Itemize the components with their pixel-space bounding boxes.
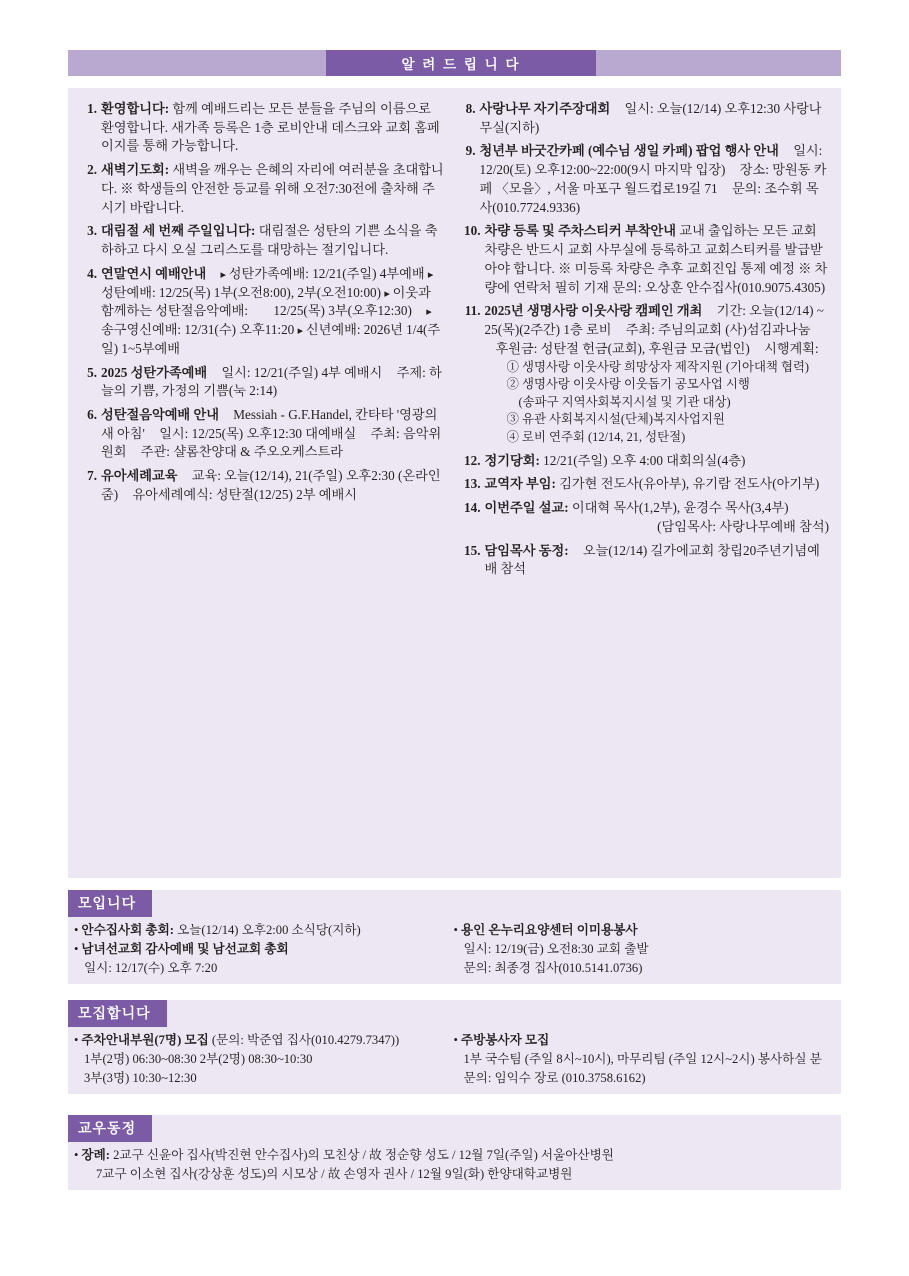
header-title: 알 려 드 립 니 다 — [326, 50, 596, 76]
notice-body — [101, 100, 445, 156]
notice-line: 문의: 조수휘 목사(010.7724.9336) — [479, 180, 819, 215]
notice-bullet-extra: 12/25(목) 3부(오후12:30) — [273, 303, 412, 319]
notice-bullet: ▸ 성탄가족예배: 12/21(주일) 4부예배 — [221, 266, 425, 281]
notice-number: 9. — [465, 143, 476, 159]
notice-title: 성탄절음악예배 안내 — [101, 407, 219, 423]
notice-line: 12/21(주일) 오후 4:00 대회의실(4층) — [539, 452, 746, 468]
section-item — [74, 940, 446, 959]
notice-line: Messiah - G.F.Handel, 칸타타 '영광의 새 아침' — [101, 407, 438, 441]
section-subline: 문의: 임익수 장로 (010.3758.6162) — [463, 1070, 646, 1085]
notice-body — [485, 499, 830, 536]
header-bar-left — [68, 50, 326, 76]
notice-line: 오늘(12/14) 길가에교회 창립20주년기념예배 참석 — [484, 542, 820, 577]
notice-line: 후원금: 성탄절 헌금(교회), 후원금 모금(법인) — [495, 340, 750, 356]
notice-line: 등록하고 교회스티커를 발급받아야 합니다. — [484, 242, 823, 276]
notice-item — [82, 161, 445, 217]
notice-body — [101, 406, 445, 462]
section-band — [68, 890, 841, 984]
notice-line: 이대혁 목사(1,2부), 윤경수 목사(3,4부) — [568, 500, 789, 516]
notice-item — [461, 302, 830, 446]
notice-body — [101, 364, 445, 401]
notice-number: 15. — [464, 542, 481, 558]
notice-number: 10. — [464, 223, 481, 239]
notice-list-left — [82, 100, 445, 505]
notice-bullet: ▸ 신년예배: 2026년 1/4(주일) 1~5부예배 — [101, 322, 440, 356]
notice-body — [101, 467, 445, 504]
section-item-label: 남녀선교회 감사예배 및 남선교회 총회 — [81, 941, 289, 956]
section-item-text: 2교구 신윤아 집사(박진현 안수집사)의 모친상 / 故 정순향 성도 / 12월 7일(주일) 서울아산병원 — [109, 1148, 614, 1162]
notice-line: 절기입니다. — [321, 242, 389, 258]
section-band — [68, 1115, 841, 1190]
notice-item — [82, 265, 445, 359]
section-item — [74, 1146, 825, 1165]
notice-body — [485, 452, 830, 471]
header-bar-right — [596, 50, 841, 76]
notice-item — [82, 467, 445, 504]
section-column-full — [74, 1146, 833, 1184]
notice-number: 5. — [87, 364, 97, 380]
notice-bullet: ▸ 송구영신예배: 12/31(수) 오후11:20 — [101, 303, 432, 337]
section-subline: 문의: 최종경 집사(010.5141.0736) — [463, 960, 643, 975]
notice-number: 12. — [464, 452, 481, 468]
notice-column-left — [68, 88, 455, 878]
notice-line: 주관: 샬롬찬양대 & 주오오케스트라 — [140, 444, 343, 460]
notice-title: 연말연시 예배안내 — [101, 265, 207, 281]
section-gathering — [68, 890, 841, 984]
section-item — [454, 921, 826, 940]
notice-body — [480, 100, 830, 137]
notice-subitem: ③ 유관 사회복지시설(단체)복지사업지원 — [506, 412, 725, 427]
section-item-text: (문의: 박준엽 집사(010.4279.7347)) — [208, 1033, 400, 1047]
notice-line: 일시: 오늘(12/14) 오후12:30 사랑나무실(지하) — [479, 101, 822, 135]
notice-line: ※ 차량에 연락처 필히 기재 — [484, 260, 828, 295]
notice-line: 유아세례예식: 성탄절(12/25) 2부 예배시 — [132, 486, 358, 502]
notice-body — [485, 475, 830, 494]
notice-title: 정기당회: — [484, 452, 540, 468]
notice-line: 장소: 망원동 카페 〈모을〉, 서울 마포구 월드컵로19길 71 — [479, 162, 827, 196]
notice-title: 2025 성탄가족예배 — [101, 364, 208, 380]
section-recruiting — [68, 1000, 841, 1094]
notice-item — [82, 406, 445, 462]
section-item — [74, 1031, 446, 1050]
section-subline: 7교구 이소현 집사(강상훈 성도)의 시모상 / 故 손영자 권사 / 12월 9일(화) 한양대학교병원 — [96, 1166, 573, 1181]
notice-line: 일시: 12/25(목) 오후12:30 대예배실 — [159, 425, 357, 441]
notice-title: 차량 등록 및 주차스티커 부착안내 — [484, 223, 677, 239]
section-item-label: 안수집사회 총회: — [81, 923, 174, 937]
section-column-right — [454, 921, 834, 978]
notice-title: 2025년 생명사랑 이웃사랑 캠페인 개최 — [484, 303, 703, 319]
section-item-text: 오늘(12/14) 오후2:00 소식당(지하) — [173, 923, 361, 937]
section-item-label: 용인 온누리요양센터 이미용봉사 — [460, 923, 638, 937]
notice-number: 8. — [465, 101, 476, 116]
section-subline: 일시: 12/19(금) 오전8:30 교회 출발 — [463, 941, 649, 956]
notice-line: 김가현 전도사(유아부), 유기람 전도사(아기부) — [555, 476, 820, 492]
notice-number: 11. — [464, 303, 481, 319]
section-column-right — [454, 1031, 834, 1088]
section-subline: 1부(2명) 06:30~08:30 2부(2명) 08:30~10:30 — [84, 1051, 313, 1066]
notice-body — [485, 302, 830, 446]
notice-line: 시행계획: — [764, 340, 819, 356]
notice-bullet: ▸ 이웃과 함께하는 성탄절음악예배: — [101, 285, 431, 319]
notice-line: 교내 출입하는 모든 교회 차량은 반드시 교회 사무실에 — [484, 223, 817, 258]
section-item-label: 주차안내부원(7명) 모집 — [81, 1033, 209, 1047]
notice-item — [82, 100, 445, 156]
notice-title: 교역자 부임: — [484, 476, 556, 492]
section-subline: 3부(3명) 10:30~12:30 — [84, 1070, 197, 1085]
notice-title: 사랑나무 자기주장대회 — [479, 101, 611, 116]
notice-number: 13. — [464, 476, 481, 492]
section-column-left — [74, 1031, 454, 1088]
notice-panel — [68, 88, 841, 878]
section-title-row — [68, 890, 841, 917]
notice-line: 문의: 오상훈 안수집사(010.9075.4305) — [612, 279, 826, 295]
notice-line: 일시: 12/21(주일) 4부 예배시 — [221, 364, 383, 380]
notice-line: 새벽을 깨우는 은혜의 자리에 여러분을 — [169, 162, 390, 178]
notice-body — [485, 542, 830, 579]
notice-number: 3. — [87, 223, 97, 239]
section-item — [74, 921, 446, 940]
notice-line: 주제: 하늘의 기쁨, 가정의 기쁨(눅 2:14) — [101, 364, 442, 399]
notice-number: 1. — [87, 101, 97, 116]
section-body — [68, 917, 841, 984]
section-item-label: 장례: — [81, 1148, 110, 1162]
notice-body — [480, 142, 830, 217]
notice-line: 대림절은 성탄의 기쁜 — [255, 223, 380, 239]
notice-line: 출차해 주시기 바랍니다. — [101, 180, 435, 215]
notice-line: 일시: 12/20(토) 오후12:00~22:00(9시 마지막 입장) — [479, 143, 823, 178]
notice-bullet: ▸ 성탄예배: 12/25(목) 1부(오전8:00), 2부(오전10:00) — [101, 266, 433, 300]
notice-line: 기간: 오늘(12/14) ~ 25(목)(2주간) 1층 로비 — [484, 303, 824, 338]
notice-subitem: ① 생명사랑 이웃사랑 희망상자 제작지원 (기아대책 협력) — [506, 359, 810, 374]
section-subline: 1부 국수팀 (주일 8시~10시), 마무리팀 (주일 12시~2시) 봉사하실 분 — [463, 1051, 822, 1066]
notice-title: 청년부 바굿간카페 (예수님 생일 카페) 팝업 행사 안내 — [479, 143, 779, 159]
section-title: 모입니다 — [68, 890, 152, 917]
notice-body — [101, 265, 445, 359]
notice-item — [461, 222, 830, 297]
section-member-news — [68, 1115, 841, 1190]
section-column-left — [74, 921, 454, 978]
section-item-label: 주방봉사자 모집 — [460, 1033, 550, 1047]
section-band — [68, 1000, 841, 1094]
notice-line: 주최: 주님의교회 (사)섬김과나눔 — [625, 322, 811, 338]
notice-body — [485, 222, 830, 297]
header-banner — [68, 50, 841, 76]
notice-subitem-extra: (송파구 지역사회복지시설 및 기관 대상) — [518, 394, 731, 409]
notice-number: 14. — [464, 500, 481, 516]
notice-line: 소식을 축하하고 다시 오실 그리스도를 대망하는 — [101, 223, 438, 258]
section-item — [454, 1031, 826, 1050]
section-subline: 일시: 12/17(수) 오후 7:20 — [84, 960, 218, 975]
notice-note: (담임목사: 사랑나무예배 참석) — [657, 518, 829, 534]
notice-line: 함께 예배드리는 모든 분들을 주님의 — [169, 101, 377, 116]
notice-line: 데스크와 교회 홈페이지를 통해 가능합니다. — [101, 119, 440, 154]
notice-line: 주최: 음악위원회 — [101, 425, 442, 460]
notice-number: 6. — [87, 407, 97, 423]
notice-line: 교육: 오늘(12/14), 21(주일) 오후2:30 (온라인 줌) — [101, 468, 441, 502]
notice-item — [461, 142, 830, 217]
notice-line: ※ 미등록 차량은 추후 교회진입 통제 예정 — [558, 260, 795, 276]
notice-line: 이름으로 환영합니다. 새가족 등록은 1층 로비안내 — [101, 101, 431, 135]
notice-item — [461, 499, 830, 536]
section-title-row — [68, 1115, 841, 1142]
notice-list-right — [461, 100, 830, 579]
section-title: 모집합니다 — [68, 1000, 167, 1027]
notice-title: 유아세례교육 — [101, 468, 178, 484]
notice-item — [461, 475, 830, 494]
notice-title: 이번주일 설교: — [484, 500, 569, 516]
notice-item — [461, 100, 830, 137]
notice-number: 2. — [87, 162, 97, 178]
notice-body — [101, 222, 445, 259]
notice-number: 7. — [87, 468, 97, 484]
section-title: 교우동정 — [68, 1115, 152, 1142]
notice-title: 새벽기도회: — [101, 162, 170, 178]
notice-item — [461, 452, 830, 471]
notice-title: 대림절 세 번째 주일입니다: — [101, 223, 256, 239]
notice-subitem: ④ 로비 연주회 (12/14, 21, 성탄절) — [506, 429, 686, 444]
notice-column-right — [455, 88, 842, 878]
notice-number: 4. — [87, 265, 97, 281]
notice-body — [101, 161, 445, 217]
notice-item — [82, 364, 445, 401]
notice-title: 담임목사 동정: — [484, 542, 569, 558]
notice-title: 환영합니다: — [101, 101, 170, 116]
section-title-row — [68, 1000, 841, 1027]
notice-item — [461, 542, 830, 579]
section-body — [68, 1142, 841, 1190]
notice-item — [82, 222, 445, 259]
section-body — [68, 1027, 841, 1094]
notice-line: 초대합니다. ※ 학생들의 안전한 등교를 위해 오전7:30전에 — [101, 162, 444, 196]
notice-subitem: ② 생명사랑 이웃사랑 이웃돕기 공모사업 시행 — [506, 377, 750, 392]
